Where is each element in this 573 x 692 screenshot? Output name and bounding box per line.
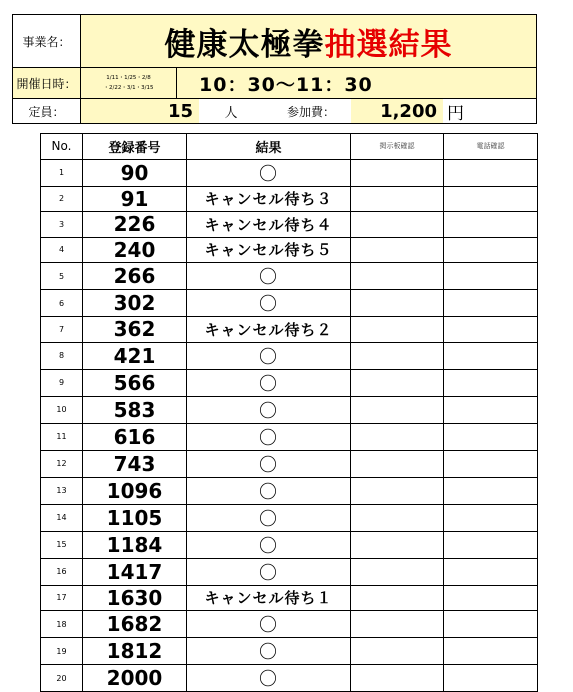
row-number: 1 [41,159,83,186]
col-header-result: 結果 [187,134,351,160]
lottery-result: 〇 [187,665,351,692]
board-check-cell [351,212,444,238]
phone-check-cell [444,186,538,212]
board-check-cell [351,558,444,585]
phone-check-cell [444,450,538,477]
capacity-label: 定員： [13,99,81,123]
registration-number: 91 [83,186,187,212]
registration-number: 566 [83,369,187,396]
board-check-cell [351,585,444,611]
table-row [41,531,538,558]
phone-check-cell [444,369,538,396]
registration-number: 616 [83,423,187,450]
row-number: 11 [41,423,83,450]
event-name-row [13,15,536,68]
date-label: 開催日時： [13,68,81,98]
row-number: 13 [41,477,83,504]
registration-number: 226 [83,212,187,238]
table-row [41,396,538,423]
registration-number: 302 [83,290,187,317]
row-number: 14 [41,504,83,531]
table-row [41,237,538,263]
table-row [41,342,538,369]
lottery-result: 〇 [187,638,351,665]
phone-check-cell [444,396,538,423]
registration-number: 266 [83,263,187,290]
board-check-cell [351,665,444,692]
board-check-cell [351,290,444,317]
event-label: 事業名： [13,15,81,67]
capacity-fee-row [13,99,536,123]
registration-number: 362 [83,317,187,343]
lottery-result: 〇 [187,159,351,186]
capacity-unit: 人 [199,99,263,123]
registration-number: 1630 [83,585,187,611]
board-check-cell [351,159,444,186]
event-date-row [13,68,536,99]
row-number: 9 [41,369,83,396]
phone-check-cell [444,504,538,531]
registration-number: 1105 [83,504,187,531]
registration-number: 240 [83,237,187,263]
registration-number: 743 [83,450,187,477]
row-number: 7 [41,317,83,343]
phone-check-cell [444,290,538,317]
board-check-cell [351,423,444,450]
table-row [41,638,538,665]
lottery-result: 〇 [187,290,351,317]
table-row [41,159,538,186]
lottery-result: キャンセル待ち４ [187,212,351,238]
event-time: 10：30〜11：30 [199,73,373,96]
board-check-cell [351,186,444,212]
phone-check-cell [444,212,538,238]
col-header-board-check: 掲示板確認 [351,134,444,160]
phone-check-cell [444,477,538,504]
phone-check-cell [444,665,538,692]
col-header-no: No. [41,134,83,160]
board-check-cell [351,611,444,638]
board-check-cell [351,450,444,477]
col-header-registration-number: 登録番号 [83,134,187,160]
lottery-result: 〇 [187,342,351,369]
results-body [41,159,538,692]
phone-check-cell [444,638,538,665]
lottery-result-title: 抽選結果 [324,26,453,63]
event-dates-line1: 1/11・1/25・2/8 [106,75,151,81]
lottery-result: 〇 [187,263,351,290]
registration-number: 2000 [83,665,187,692]
row-number: 4 [41,237,83,263]
table-row [41,290,538,317]
row-number: 17 [41,585,83,611]
lottery-result: 〇 [187,423,351,450]
phone-check-cell [444,585,538,611]
board-check-cell [351,396,444,423]
registration-number: 1184 [83,531,187,558]
lottery-result: 〇 [187,558,351,585]
registration-number: 421 [83,342,187,369]
board-check-cell [351,237,444,263]
row-number: 16 [41,558,83,585]
row-number: 18 [41,611,83,638]
lottery-result: キャンセル待ち３ [187,186,351,212]
board-check-cell [351,369,444,396]
event-title [81,15,536,67]
row-number: 12 [41,450,83,477]
table-row [41,212,538,238]
board-check-cell [351,263,444,290]
table-row [41,558,538,585]
lottery-result: 〇 [187,504,351,531]
event-dates [81,68,177,98]
row-number: 19 [41,638,83,665]
phone-check-cell [444,159,538,186]
event-header [12,14,537,124]
registration-number: 1096 [83,477,187,504]
fee-unit: 円 [443,99,536,123]
phone-check-cell [444,317,538,343]
row-number: 5 [41,263,83,290]
board-check-cell [351,317,444,343]
phone-check-cell [444,423,538,450]
phone-check-cell [444,531,538,558]
lottery-result: 〇 [187,477,351,504]
registration-number: 1417 [83,558,187,585]
phone-check-cell [444,263,538,290]
lottery-result: キャンセル待ち２ [187,317,351,343]
lottery-result: 〇 [187,396,351,423]
registration-number: 1682 [83,611,187,638]
lottery-result: キャンセル待ち１ [187,585,351,611]
table-row [41,450,538,477]
phone-check-cell [444,237,538,263]
table-row [41,369,538,396]
board-check-cell [351,477,444,504]
table-row [41,317,538,343]
board-check-cell [351,531,444,558]
board-check-cell [351,342,444,369]
table-row [41,611,538,638]
phone-check-cell [444,342,538,369]
table-row [41,585,538,611]
lottery-results-table [40,133,538,692]
phone-check-cell [444,611,538,638]
table-row [41,186,538,212]
registration-number: 1812 [83,638,187,665]
table-row [41,477,538,504]
row-number: 3 [41,212,83,238]
row-number: 10 [41,396,83,423]
row-number: 15 [41,531,83,558]
phone-check-cell [444,558,538,585]
event-name: 健康太極拳 [164,26,325,63]
lottery-result: キャンセル待ち５ [187,237,351,263]
lottery-result: 〇 [187,369,351,396]
row-number: 6 [41,290,83,317]
table-header-row [41,134,538,160]
table-row [41,665,538,692]
registration-number: 583 [83,396,187,423]
table-row [41,263,538,290]
lottery-result: 〇 [187,531,351,558]
col-header-phone-check: 電話確認 [444,134,538,160]
fee-value: 1,200 [351,99,443,123]
table-row [41,504,538,531]
fee-label: 参加費： [263,99,351,123]
table-row [41,423,538,450]
lottery-result: 〇 [187,611,351,638]
event-dates-line2: ・2/22・3/1・3/15 [103,85,154,91]
row-number: 2 [41,186,83,212]
board-check-cell [351,504,444,531]
lottery-result: 〇 [187,450,351,477]
board-check-cell [351,638,444,665]
row-number: 8 [41,342,83,369]
registration-number: 90 [83,159,187,186]
capacity-value: 15 [81,99,199,123]
row-number: 20 [41,665,83,692]
